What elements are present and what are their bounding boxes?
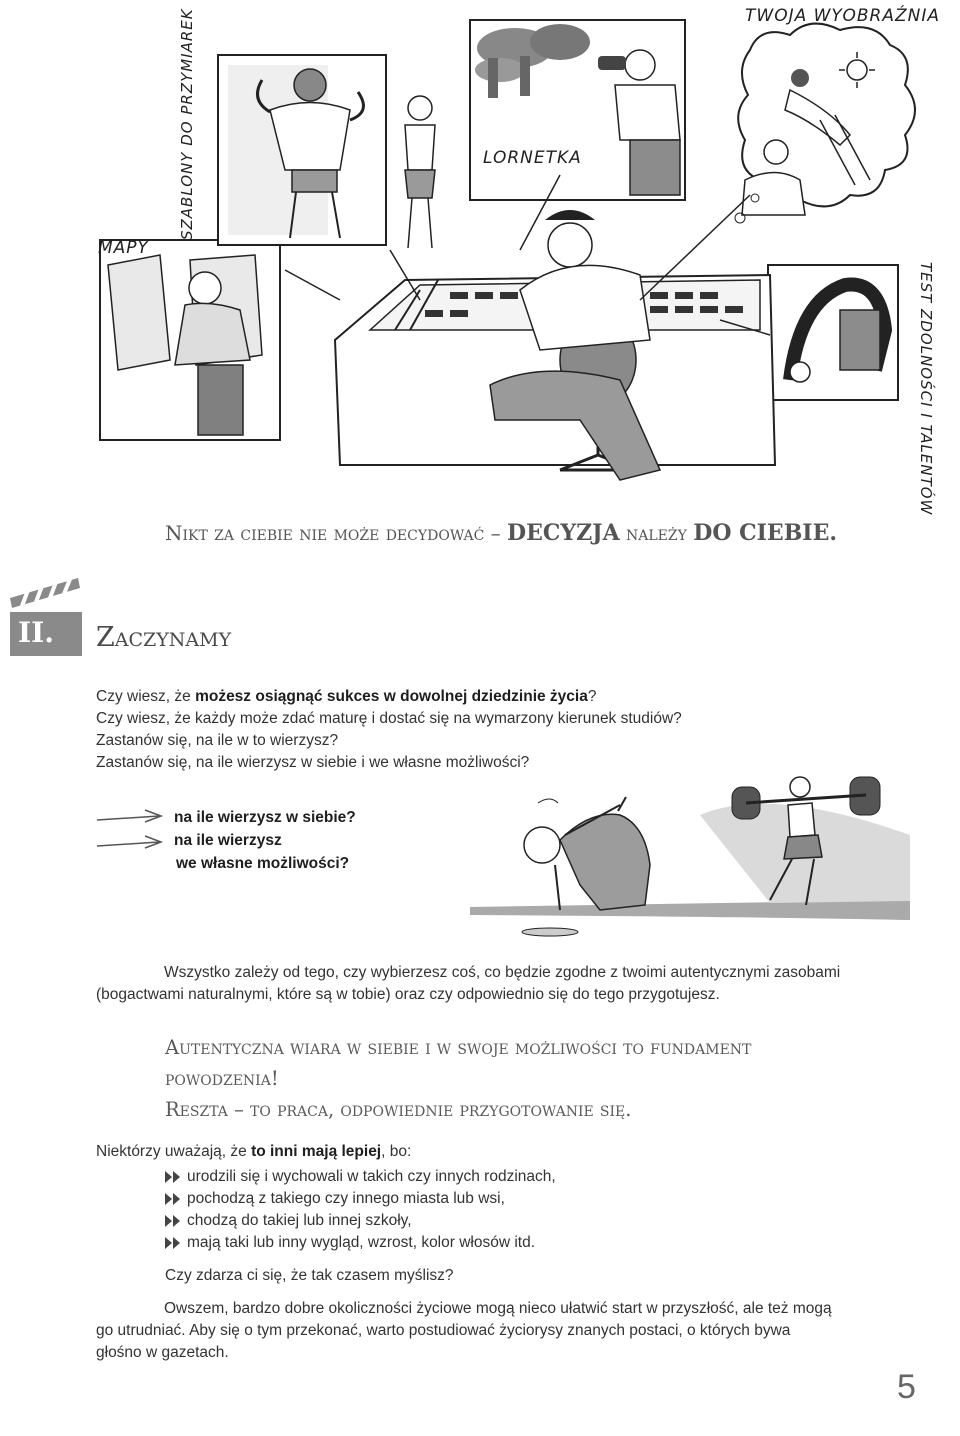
intro-line2: Czy wiesz, że każdy może zdać maturę i dostać się na wymarzony kierunek studiów? <box>96 710 682 727</box>
weightlifter-illustration <box>470 775 910 950</box>
label-aptitude-test: TEST ZDOLNOŚCI I TALENTÓW <box>917 262 935 516</box>
top-illustration <box>0 0 960 516</box>
question-think: Czy zdarza ci się, że tak czasem myślisz? <box>165 1267 454 1284</box>
reasons-list <box>165 1166 865 1254</box>
question-1: na ile wierzysz w siebie? <box>174 809 356 826</box>
double-arrow-icon <box>165 1171 181 1183</box>
list-item-text: pochodzą z takiego czy innego miasta lub wsi, <box>187 1190 505 1207</box>
label-templates: SZABLONY DO PRZYMIAREK <box>178 8 196 240</box>
list-item <box>165 1166 865 1188</box>
others-suffix: , bo: <box>381 1143 412 1160</box>
intro-line1 <box>96 686 896 708</box>
caption-part1: Nikt za ciebie nie może decydować – <box>165 521 501 545</box>
arrow-icon <box>97 810 161 822</box>
list-item-text: mają taki lub inny wygląd, wzrost, kolor włosów itd. <box>187 1234 536 1251</box>
highlight-line2: powodzenia! <box>165 1067 279 1090</box>
floor-shadow <box>470 900 910 920</box>
question-2b: we własne możliwości? <box>176 855 350 872</box>
highlight-block <box>165 1032 925 1125</box>
paragraph-1-line2: (bogactwami naturalnymi, które są w tobie) oraz czy odpowiednio się do tego przygotujesz. <box>96 986 720 1003</box>
clapperboard-icon <box>4 576 82 658</box>
others-bold: to inni mają lepiej <box>251 1143 382 1160</box>
list-item-text: urodzili się i wychowali w takich czy innych rodzinach, <box>187 1168 556 1185</box>
intro-line1-bold: możesz osiągnąć sukces w dowolnej dziedzinie życia <box>195 688 588 705</box>
intro-line1-suffix: ? <box>587 688 597 705</box>
question-arrows <box>95 808 175 853</box>
others-prefix: Niektórzy uważają, że <box>96 1143 252 1160</box>
feather <box>522 928 578 936</box>
decision-caption <box>165 520 905 546</box>
section-number: II. <box>18 616 54 649</box>
list-item <box>165 1210 865 1232</box>
label-binoculars: LORNETKA <box>483 148 582 168</box>
intro-line3: Zastanów się, na ile w to wierzysz? <box>96 732 339 749</box>
highlight-line1: Autentyczna wiara w siebie i w swoje możliwości to fundament <box>165 1036 752 1059</box>
intro-line4: Zastanów się, na ile wierzysz w siebie i we własne możliwości? <box>96 754 530 771</box>
list-item <box>165 1188 865 1210</box>
closing-paragraph <box>96 1298 921 1364</box>
list-item <box>165 1232 865 1254</box>
list-item-text: chodzą do takiej lub innej szkoły, <box>187 1212 412 1229</box>
closing-line1: Owszem, bardzo dobre okoliczności życiowe mogą nieco ułatwić start w przyszłość, ale też mogą <box>164 1300 832 1317</box>
double-arrow-icon <box>165 1215 181 1227</box>
double-arrow-icon <box>165 1237 181 1249</box>
section-title: Zaczynamy <box>96 622 232 653</box>
caption-part3: należy <box>626 521 687 545</box>
label-maps: MAPY <box>98 238 149 258</box>
closing-line3: głośno w gazetach. <box>96 1344 229 1361</box>
intro-block <box>96 686 896 774</box>
highlight-line3: Reszta – to praca, odpowiednie przygotowanie się. <box>165 1098 632 1121</box>
intro-line1-prefix: Czy wiesz, że <box>96 688 196 705</box>
closing-line2: go utrudniać. Aby się o tym przekonać, warto postudiować życiorysy znanych postaci, o których bywa <box>96 1322 791 1339</box>
caption-part4: DO CIEBIE. <box>693 520 838 546</box>
arrow-icon <box>97 836 161 848</box>
others-intro <box>96 1141 411 1163</box>
caption-part2: DECYZJA <box>507 520 620 546</box>
paragraph-1 <box>96 962 921 1006</box>
paragraph-1-line1: Wszystko zależy od tego, czy wybierzesz coś, co będzie zgodne z twoimi autentycznymi zasobami <box>164 964 841 981</box>
label-imagination: TWOJA WYOBRAŹNIA <box>745 6 941 26</box>
question-block <box>174 806 356 875</box>
question-2a: na ile wierzysz <box>174 832 282 849</box>
double-arrow-icon <box>165 1193 181 1205</box>
page-number: 5 <box>897 1368 916 1406</box>
